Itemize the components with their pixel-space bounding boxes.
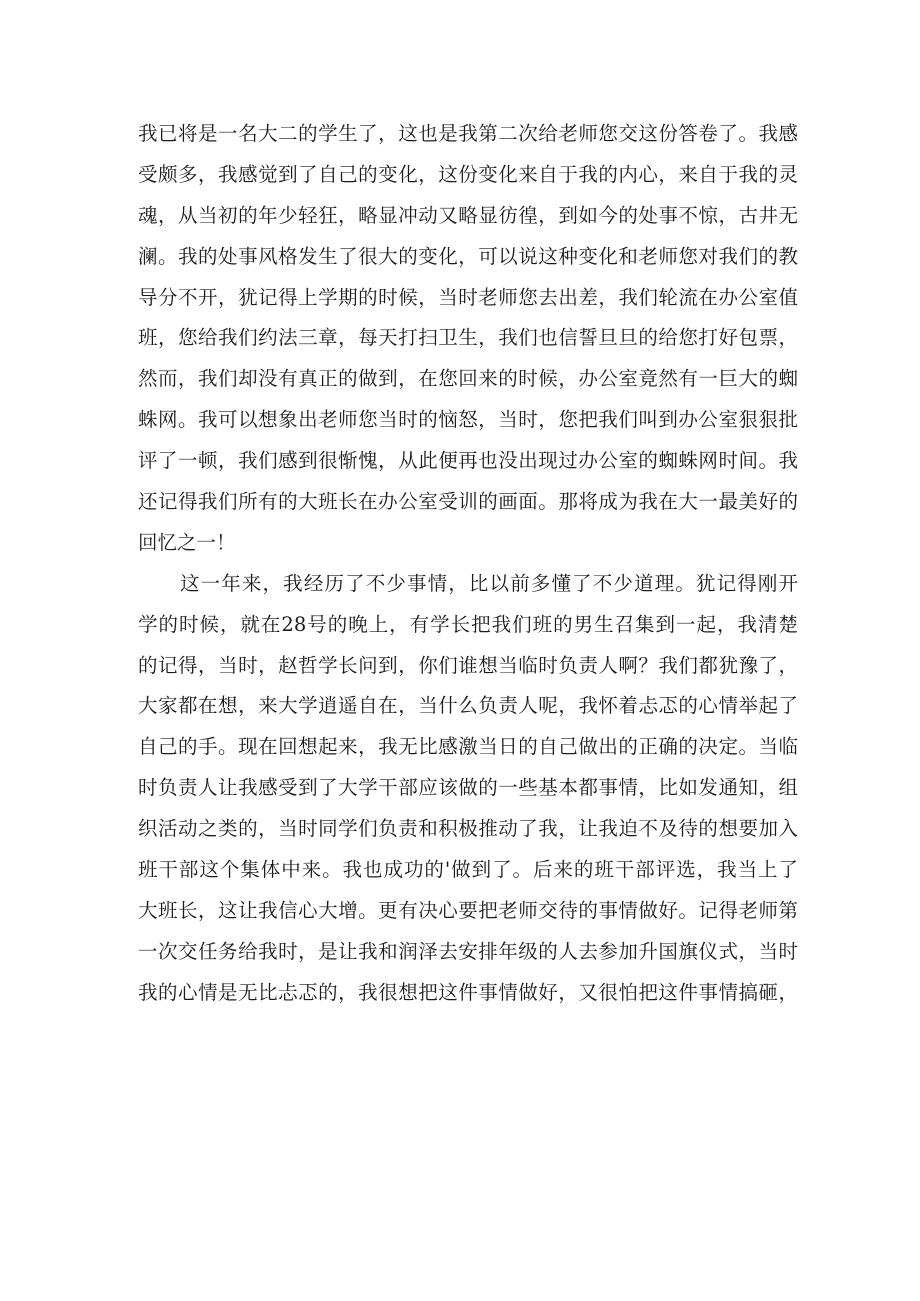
- paragraph-2: [138, 564, 798, 1014]
- text-line: 的记得，当时，赵哲学长问到，你们谁想当临时负责人啊？我们都犹豫了，: [138, 653, 798, 677]
- text-line: 导分不开，犹记得上学期的时候，当时老师您去出差，我们轮流在办公室值: [138, 285, 798, 309]
- text-line: 我的心情是无比忐忑的，我很想把这件事情做好，又很怕把这件事情搞砸，: [138, 980, 798, 1004]
- text-line: 大家都在想，来大学逍遥自在，当什么负责人呢，我怀着忐忑的心情举起了: [138, 694, 798, 718]
- text-line: 受颇多，我感觉到了自己的变化，这份变化来自于我的内心，来自于我的灵: [138, 162, 798, 186]
- paragraph-1: [138, 114, 798, 564]
- text-line: 魂，从当初的年少轻狂，略显冲动又略显彷徨，到如今的处事不惊，古井无: [138, 203, 798, 227]
- text-line: 回忆之一！: [138, 530, 236, 554]
- text-line: 学的时候，就在28号的晚上，有学长把我们班的男生召集到一起，我清楚: [138, 612, 798, 636]
- text-line: 我已将是一名大二的学生了，这也是我第二次给老师您交这份答卷了。我感: [138, 122, 798, 145]
- text-line: 班，您给我们约法三章，每天打扫卫生，我们也信誓旦旦的给您打好包票，: [138, 326, 798, 350]
- text-line: 时负责人让我感受到了大学干部应该做的一些基本都事情，比如发通知，组: [138, 776, 798, 800]
- text-line: 这一年来，我经历了不少事情，比以前多懂了不少道理。犹记得刚开: [180, 571, 798, 595]
- text-line: 班干部这个集体中来。我也成功的'做到了。后来的班干部评选，我当上了: [138, 858, 798, 882]
- text-line: 织活动之类的，当时同学们负责和积极推动了我，让我迫不及待的想要加入: [138, 817, 798, 841]
- text-line: 蛛网。我可以想象出老师您当时的恼怒，当时，您把我们叫到办公室狠狠批: [138, 408, 798, 432]
- text-line: 还记得我们所有的大班长在办公室受训的画面。那将成为我在大一最美好的: [138, 490, 798, 514]
- text-line: 一次交任务给我时，是让我和润泽去安排年级的人去参加升国旗仪式，当时: [138, 939, 798, 963]
- document-body: [138, 114, 798, 1014]
- text-line: 澜。我的处事风格发生了很大的变化，可以说这种变化和老师您对我们的教: [138, 244, 798, 268]
- text-line: 然而，我们却没有真正的做到，在您回来的时候，办公室竟然有一巨大的蜘: [138, 367, 798, 391]
- text-line: 自己的手。现在回想起来，我无比感激当日的自己做出的正确的决定。当临: [138, 735, 798, 759]
- text-line: 大班长，这让我信心大增。更有决心要把老师交待的事情做好。记得老师第: [138, 898, 798, 922]
- text-line: 评了一顿，我们感到很惭愧，从此便再也没出现过办公室的蜘蛛网时间。我: [138, 449, 798, 473]
